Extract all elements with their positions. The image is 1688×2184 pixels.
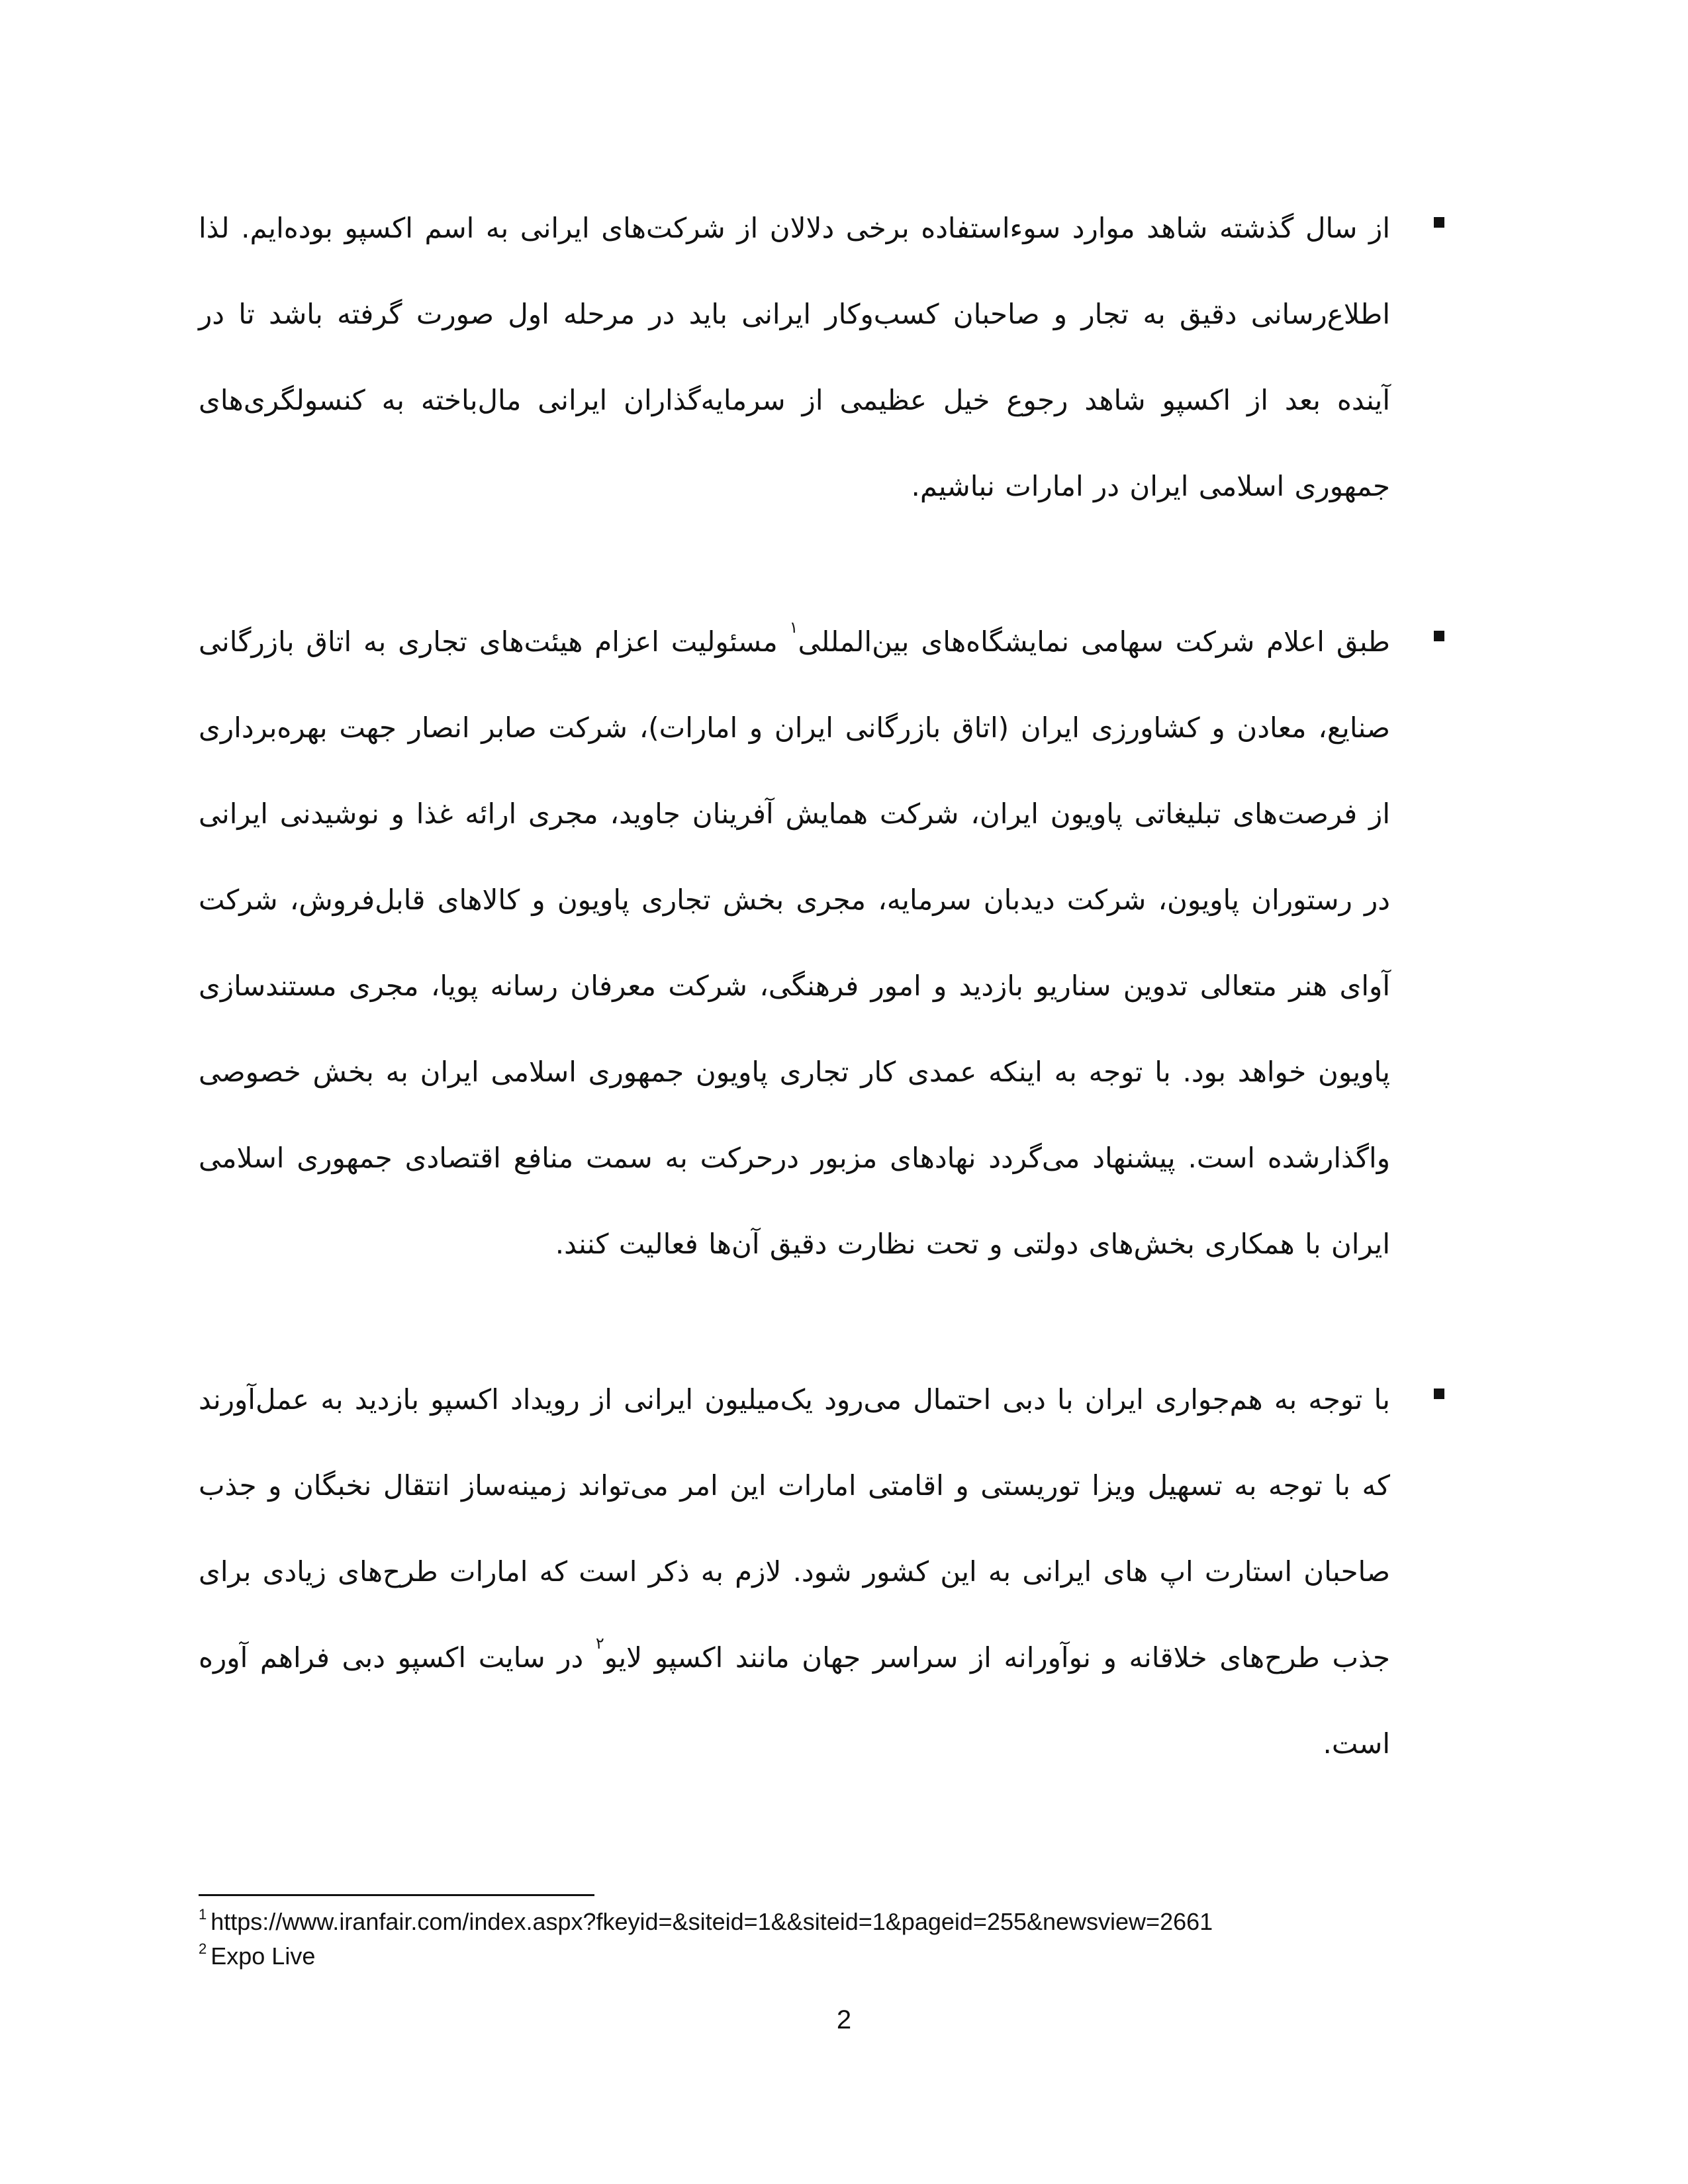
footnote-ref-1[interactable]: ۱ bbox=[789, 618, 798, 637]
bullet-text-before-ref: طبق اعلام شرکت سهامی نمایشگاه‌های بین‌المللی bbox=[798, 625, 1390, 658]
bullet-text-after-ref: مسئولیت اعزام هیئت‌های تجاری به اتاق بازرگانی صنایع، معادن و کشاورزی ایران (اتاق بازرگانی ایران و امارات)، شرکت صابر انصار جهت بهره‌برداری از فرصت‌های تبلیغاتی پاویون ایران، شرکت همایش آفرینان جاوید، مجری ارائه غذا و نوشیدنی ایرانی در رستوران پاویون، شرکت دیدبان سرمایه، مجری بخش تجاری پاویون و کالاهای قابل‌فروش، شرکت آوای هنر متعالی تدوین سناریو بازدید و امور فرهنگی، شرکت معرفان رسانه پویا، مجری مستندسازی پاویون خواهد بود. با توجه به اینکه عمدی کار تجاری پاویون جمهوری اسلامی ایران به بخش خصوصی واگذارشده است. پیشنهاد می‌گردد نهادهای مزبور درحرکت به سمت منافع اقتصادی جمهوری اسلامی ایران با همکاری بخش‌های دولتی و تحت نظارت دقیق آن‌ها فعالیت کنند. bbox=[199, 625, 1390, 1260]
page-number: 2 bbox=[836, 2005, 852, 2034]
bullet-text bbox=[199, 185, 1390, 529]
square-bullet-icon bbox=[1434, 631, 1444, 641]
footnote-2 bbox=[199, 1939, 1390, 1974]
square-bullet-icon bbox=[1434, 1388, 1444, 1399]
footnotes bbox=[199, 1905, 1390, 1974]
footnote-number: 2 bbox=[199, 1940, 207, 1957]
bullet-item-2 bbox=[199, 599, 1390, 1287]
bullet-text bbox=[199, 599, 1390, 1287]
footnote-1 bbox=[199, 1905, 1390, 1939]
footnote-text: Expo Live bbox=[211, 1942, 316, 1970]
bullet-text bbox=[199, 1357, 1390, 1787]
footnote-ref-2[interactable]: ۲ bbox=[595, 1634, 604, 1653]
bullet-text-body: از سال گذشته شاهد موارد سوءاستفاده برخی دلالان از شرکت‌های ایرانی به اسم اکسپو بوده‌ایم. لذا اطلاع‌رسانی دقیق به تجار و صاحبان کسب‌وکار ایرانی باید در مرحله اول صورت گرفته باشد تا در آینده بعد از اکسپو شاهد رجوع خیل عظیمی از سرمایه‌گذاران ایرانی مال‌باخته به کنسولگری‌های جمهوری اسلامی ایران در امارات نباشیم. bbox=[199, 212, 1390, 502]
bullet-item-3 bbox=[199, 1357, 1390, 1787]
footnote-number: 1 bbox=[199, 1906, 207, 1923]
bullet-text-before-ref: با توجه به هم‌جواری ایران با دبی احتمال می‌رود یک‌میلیون ایرانی از رویداد اکسپو بازدید به عمل‌آورند که با توجه به تسهیل ویزا توریستی و اقامتی امارات این امر می‌تواند زمینه‌ساز انتقال نخبگان و جذب صاحبان استارت اپ های ایرانی به این کشور شود. لازم به ذکر است که امارات طرح‌های زیادی برای جذب طرح‌های خلاقانه و نوآورانه از سراسر جهان مانند اکسپو لایو bbox=[199, 1383, 1391, 1674]
bullet-item-1 bbox=[199, 185, 1390, 529]
footnote-separator bbox=[199, 1894, 594, 1896]
footnote-url-link[interactable]: https://www.iranfair.com/index.aspx?fkeyid=&siteid=1&&siteid=1&pageid=255&newsview=2661 bbox=[211, 1908, 1213, 1935]
square-bullet-icon bbox=[1434, 217, 1444, 228]
bullet-text-after-ref: در سایت اکسپو دبی فراهم آوره است. bbox=[199, 1641, 1390, 1760]
